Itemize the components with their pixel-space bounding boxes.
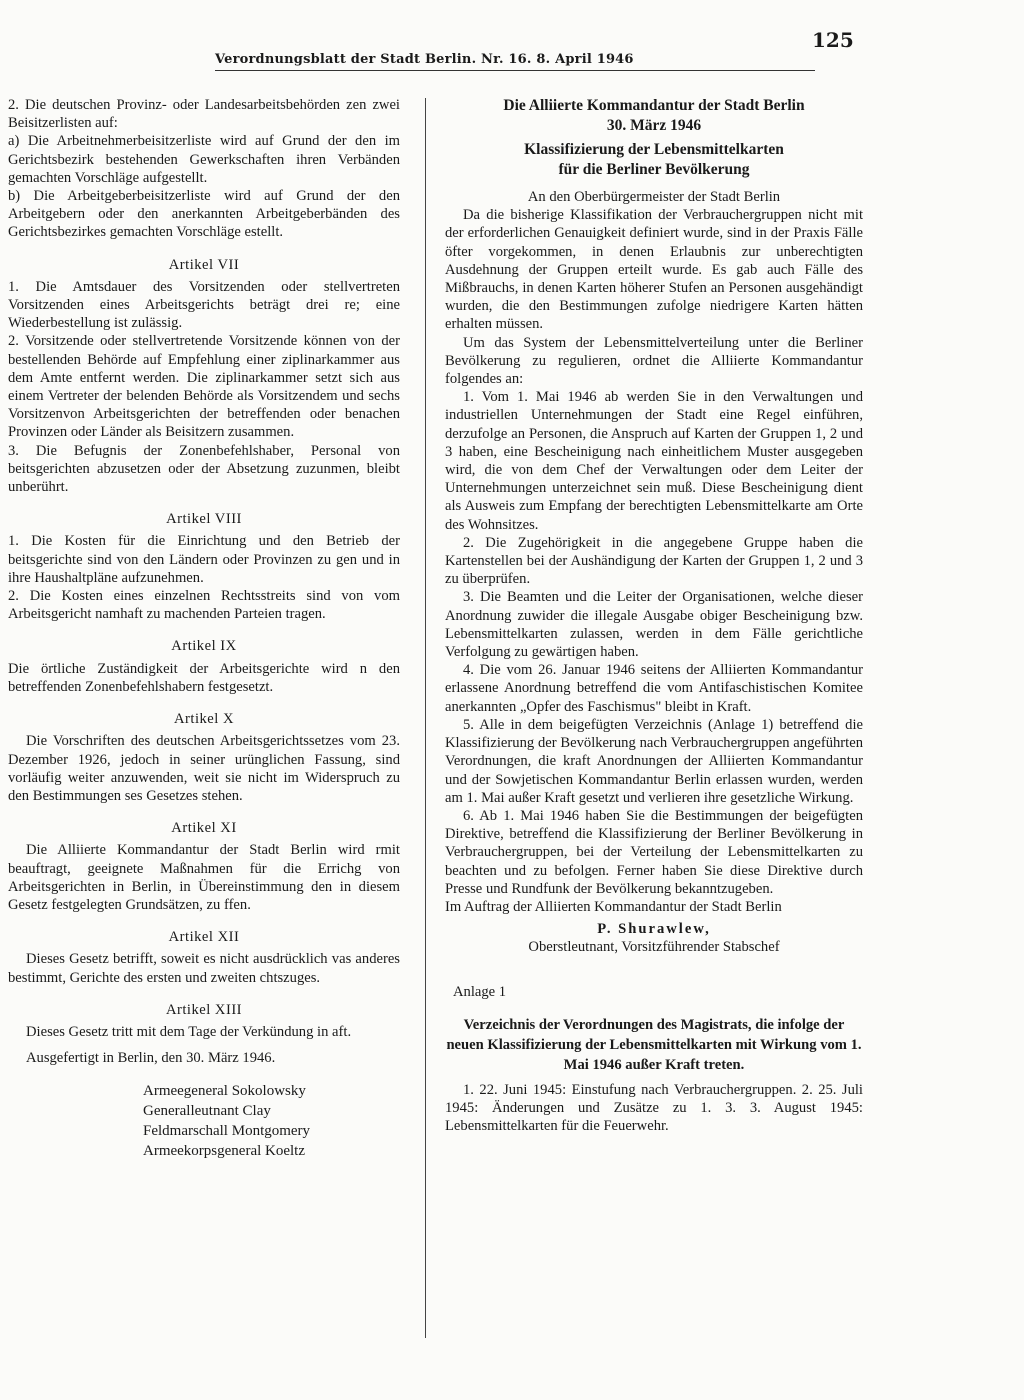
article-heading: Artikel X [173,711,235,728]
paragraph: a) Die Arbeitnehmerbeisitzerliste wird auf Grund der den im Gerichtsbezirk bestehenden Gewerkschaften ihren Verbänden gemachten Vorschläge aufgestellt. [8,133,400,186]
left-column [8,96,400,1161]
signer-title: Oberstleutnant, Vorsitzführender Stabschef [528,939,780,956]
paragraph: 1. Die Amtsdauer des Vorsitzenden oder stellvertreten Vorsitzenden eines Arbeitsgerichts beträgt drei re; eine Wiederbestellung ist zulässig. [8,278,400,332]
paragraph: Im Auftrag der Alliierten Kommandantur der Stadt Berlin [445,898,782,915]
addressee: An den Oberbürgermeister der Stadt Berlin [527,189,781,205]
anlage-text: 1. 22. Juni 1945: Einstufung nach Verbrauchergruppen. 2. 25. Juli 1945: Änderungen und Zusätze zu 1. 3. 3. August 1945: Lebensmittelkarten für die Feuerwehr. [445,1081,863,1135]
section-title: Die Alliierte Kommandantur der Stadt Berlin [503,97,805,114]
paragraph: 4. Die vom 26. Januar 1946 seitens der Alliierten Kommandantur erlassene Anordnung betreffend die vom Antifaschistischen Komitee anerkannten „Opfer des Faschismus" bleibt in Kraft. [445,662,863,715]
article-heading: Artikel XII [168,929,240,946]
paragraph: Die örtliche Zuständigkeit der Arbeitsgerichte wird n den betreffenden Zonenbefehlshabern festgesetzt. [8,660,400,695]
paragraph: Die Vorschriften des deutschen Arbeitsgerichtssetzes vom 23. Dezember 1926, jedoch in seiner urünglichen Fassung, sind vorläufig weiter anzuwenden, weit sie nicht im Widerspruch zu den Bestimmungen ses Gesetzes stehen. [8,733,400,804]
signature-sokolowsky: Armeegeneral Sokolowsky [143,1083,306,1100]
section-subtitle: Klassifizierung der Lebensmittelkarten [524,141,784,158]
article-heading: Artikel VIII [166,511,242,528]
paragraph: 1. Die Kosten für die Einrichtung und den Betrieb der beitsgerichte sind von den Ländern oder Provinzen zu gen und in ihre Haushaltpläne aufzunehmen. [8,533,400,586]
section-subtitle: für die Berliner Bevölkerung [558,161,750,178]
header-rule [215,70,815,71]
section-date: 30. März 1946 [606,117,702,134]
column-divider [425,98,426,1338]
paragraph: 1. Vom 1. Mai 1946 ab werden Sie in den Verwaltungen und industriellen Unternehmungen der Stadt eine Regel einführen, derzufolge an Personen, die Anspruch auf Karten der Gruppen 1, 2 und 3 haben, eine Bescheinigung nach einheitlichem Muster ausgegeben wird, die von dem Chef der Verwaltungen oder dem Leiter der Unternehmungen unterzeichnet sein muß. Diese Bescheinigung dient als Ausweis zum Empfang der berechtigten Lebensmittelkarte am Orte des Wohnsitzes. [445,389,863,533]
paragraph: Die Alliierte Kommandantur der Stadt Berlin wird rmit beauftragt, geeignete Maßnahmen für die Errichg von Arbeitsgerichten in Berlin, in Übereinstimmung den in diesem Gesetz festgelegten Grundsätzen, zu ffen. [8,842,400,913]
article-heading: Artikel VII [168,256,240,273]
page-number: 125 [812,28,854,52]
paragraph: 2. Die Zugehörigkeit in die angegebene Gruppe haben die Kartenstellen bei der Aushändigung der Karten der Gruppen 1, 2 und 3 zu überprüfen. [445,534,863,588]
paragraph: 6. Ab 1. Mai 1946 haben Sie die Bestimmungen der beigefügten Direktive, betreffend die Klassifizierung der Berliner Bevölkerung in Verbrauchergruppen, bei der Verteilung der Lebensmittelkarten zu beachten und zu befolgen. Ferner haben Sie diese Direktive durch Presse und Rundfunk der Bevölkerung bekanntzugeben. [445,807,863,897]
paragraph: 2. Vorsitzende oder stellvertretende Vorsitzende können von der bestellenden Behörde auf Empfehlung einer ziplinarkammer aus dem Amte entfernt werden. Die ziplinarkammer setzt sich aus einem Vertreter der belenden Behörde als Vorsitzendem und sechs Vorsitzenvon Arbeitsgerichten der betreffenden oder benachen Provinzen oder Länder als Beisitzern zusammen. [8,333,400,441]
signature-clay: Generalleutnant Clay [143,1103,271,1120]
paragraph: Dieses Gesetz betrifft, soweit es nicht ausdrücklich vas anderes bestimmt, Gerichte des ersten und zweiten chtszuges. [8,951,400,986]
paragraph: 3. Die Beamten und die Leiter der Organisationen, welche dieser Anordnung zuwider die illegale Ausgabe obiger Bescheinigung bzw. Lebensmittelkarten zulassen, werden in dem Fälle gerichtliche Verfolgung zu gewärtigen haben. [445,589,863,661]
paragraph: Um das System der Lebensmittelverteilung unter die Berliner Bevölkerung zu regulieren, ordnet die Alliierte Kommandantur folgendes an: [445,334,863,388]
paragraph: 5. Alle in dem beigefügten Verzeichnis (Anlage 1) betreffend die Klassifizierung der Bevölkerung nach Verbrauchergruppen angeführten Verordnungen, die kraft Anordnungen der Alliierten Kommandantur und der Sowjetischen Kommandantur Berlin erlassen wurden, werden am 1. Mai außer Kraft gesetzt und verlieren ihre gesetzliche Wirkung. [445,716,863,806]
article-heading: Artikel XI [171,820,237,837]
date-line: Ausgefertigt in Berlin, den 30. März 1946. [26,1050,276,1067]
signature-block [143,1081,400,1161]
paragraph: b) Die Arbeitgeberbeisitzerliste wird auf Grund der den Arbeitgebern oder den anerkannten Arbeitgeberbänden des Gerichtsbezirkes gemachten Vorschläge estellt. [8,188,400,241]
paragraph: 3. Die Befugnis der Zonenbefehlshaber, Personal von beitsgerichten abzusetzen oder der Absetzung zuzunmen, bleibt unberührt. [8,442,400,496]
right-column [445,96,863,1135]
page-header: Verordnungsblatt der Stadt Berlin. Nr. 16. 8. April 1946 [215,52,634,67]
paragraph: Dieses Gesetz tritt mit dem Tage der Verkündung in aft. [26,1023,352,1040]
anlage-title: Verzeichnis der Verordnungen des Magistrats, die infolge der neuen Klassifizierung der Lebensmittelkarten mit Wirkung vom 1. Mai 1946 außer Kraft treten. [446,1016,862,1073]
article-heading: Artikel IX [171,638,237,655]
signature-koeltz: Armeekorpsgeneral Koeltz [143,1143,306,1160]
paragraph: Da die bisherige Klassifikation der Verbrauchergruppen nicht mit der erforderlichen Genauigkeit definiert wurde, sind in der Praxis Fälle öfter vorgekommen, in denen Erlaubnis zur unberechtigten Ausdehnung der Gruppen erteilt wurde. Es gab auch Fälle des Mißbrauchs, in denen Karten höherer Stufen an Personen ausgehändigt wurden, die den Bestimmungen zufolge niedrigere Karten hätten erhalten müssen. [445,207,863,333]
signer-name: P. Shurawlew, [597,921,711,938]
article-heading: Artikel XIII [165,1001,243,1018]
paragraph: 2. Die Kosten eines einzelnen Rechtsstreits sind von vom Arbeitsgericht namhaft zu machenden Parteien tragen. [8,588,400,623]
signature-montgomery: Feldmarschall Montgomery [143,1123,311,1140]
paragraph: 2. Die deutschen Provinz- oder Landesarbeitsbehörden zen zwei Beisitzerlisten auf: [8,97,400,132]
anlage-label: Anlage 1 [453,983,507,1000]
